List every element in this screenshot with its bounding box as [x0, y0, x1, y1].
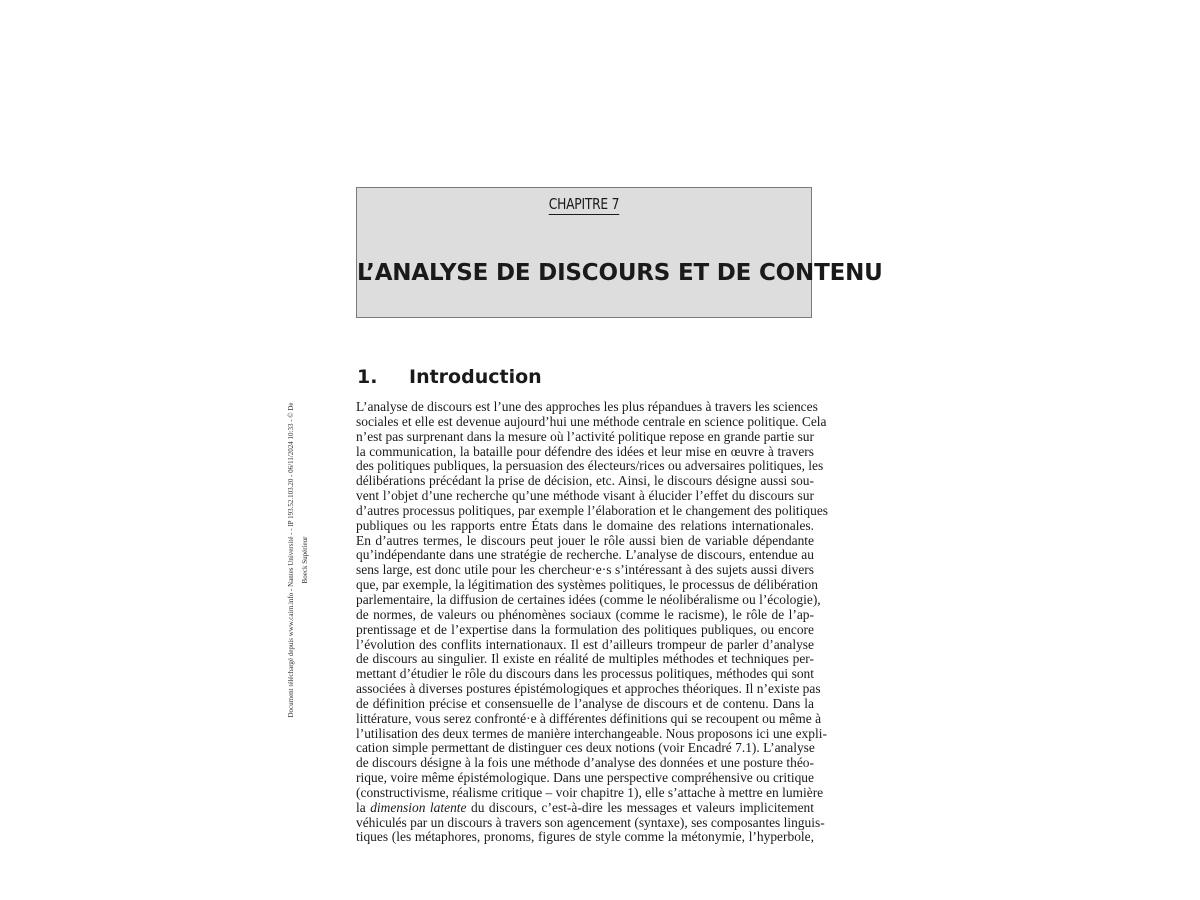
body-line: publiques ou les rapports entre États dans le domaine des relations internationales. [356, 517, 814, 533]
chapter-title: L’ANALYSE DE DISCOURS ET DE CONTENU [357, 260, 883, 286]
body-line: l’évolution des conflits internationaux. Il est d’ailleurs trompeur de parler d’analyse [356, 636, 814, 652]
body-line: vent l’objet d’une recherche qu’une méthode visant à élucider l’effet du discours sur [356, 488, 814, 504]
body-line: prentissage et de l’expertise dans la formulation des politiques publiques, ou encore [356, 621, 814, 637]
chapter-label-text: CHAPITRE 7 [548, 195, 620, 213]
body-line: littérature, vous serez confronté·e à différentes définitions qui se recoupent ou même à [356, 710, 822, 726]
watermark-line-1: Document téléchargé depuis www.cairn.info - Nantes Université - - IP 193.52.103.20 - 06/11/2024 10:33 - © De [287, 402, 295, 718]
body-line: L’analyse de discours est l’une des approches les plus répandues à travers les sciences [356, 399, 818, 414]
body-line: que, par exemple, la légitimation des systèmes politiques, le processus de délibération [356, 577, 818, 593]
section-heading [357, 366, 542, 388]
body-line: des politiques publiques, la persuasion des électeurs/rices ou adversaires politiques, les [356, 458, 824, 474]
body-line-segment: la [356, 799, 371, 815]
body-line: qu’indépendante dans une stratégie de recherche. L’analyse de discours, entendue au [356, 547, 814, 563]
body-line: tiques (les métaphores, pronoms, figures de style comme la métonymie, l’hyperbole, [356, 829, 814, 845]
body-line: sens large, est donc utile pour les chercheur·e·s s’intéressant à des sujets aussi divers [356, 562, 814, 578]
body-line: véhiculés par un discours à travers son agencement (syntaxe), ses composantes linguis- [356, 814, 825, 830]
body-line: la communication, la bataille pour défendre des idées et leur mise en œuvre à travers [356, 443, 814, 459]
chapter-label [398, 195, 770, 213]
body-line: d’autres processus politiques, par exemple l’élaboration et le changement des politiques [356, 502, 829, 518]
body-line [356, 801, 814, 816]
body-line: sociales et elle est devenue aujourd’hui une méthode centrale en science politique. Cela [356, 413, 827, 429]
body-line: En d’autres termes, le discours peut jouer le rôle aussi bien de variable dépendante [356, 532, 814, 548]
body-line: (constructivisme, réalisme critique – voir chapitre 1), elle s’attache à mettre en lumière [356, 784, 824, 800]
section-title: Introduction [409, 366, 542, 388]
body-line-segment: du discours, c’est-à-dire les messages et valeurs implicitement [466, 799, 814, 815]
body-line: de normes, de valeurs ou phénomènes sociaux (comme le racisme), le rôle de l’ap- [356, 606, 814, 622]
download-watermark [284, 400, 324, 720]
emphasized-term: dimension latente [370, 799, 467, 815]
body-paragraph [356, 399, 829, 845]
body-line: de définition précise et consensuelle de l’analyse de discours et de contenu. Dans la [356, 695, 814, 711]
body-line: rique, voire même épistémologique. Dans une perspective compréhensive ou critique [356, 770, 814, 786]
body-line: de discours désigne à la fois une méthode d’analyse des données et une posture théo- [356, 755, 814, 771]
watermark-line-2: Boeck Supérieur [301, 536, 309, 584]
chapter-header-box [356, 187, 883, 318]
body-line: parlementaire, la diffusion de certaines idées (comme le néolibéralisme ou l’écologie), [356, 591, 821, 607]
body-line: l’utilisation des deux termes de manière interchangeable. Nous proposons ici une expli- [356, 725, 827, 741]
body-line: mettant d’étudier le rôle du discours dans les processus politiques, méthodes qui sont [356, 666, 814, 682]
body-line: n’est pas surprenant dans la mesure où l’activité politique repose en grande partie sur [356, 428, 814, 444]
download-watermark-text [284, 400, 312, 720]
body-line: associées à diverses postures épistémologiques et approches théoriques. Il n’existe pas [356, 681, 821, 697]
body-line: de discours au singulier. Il existe en réalité de multiples méthodes et techniques per- [356, 651, 814, 667]
body-line: cation simple permettant de distinguer ces deux notions (voir Encadré 7.1). L’analyse [356, 740, 815, 756]
body-line: délibérations précédant la prise de décision, etc. Ainsi, le discours désigne aussi sou- [356, 473, 814, 489]
section-number: 1. [357, 366, 378, 388]
